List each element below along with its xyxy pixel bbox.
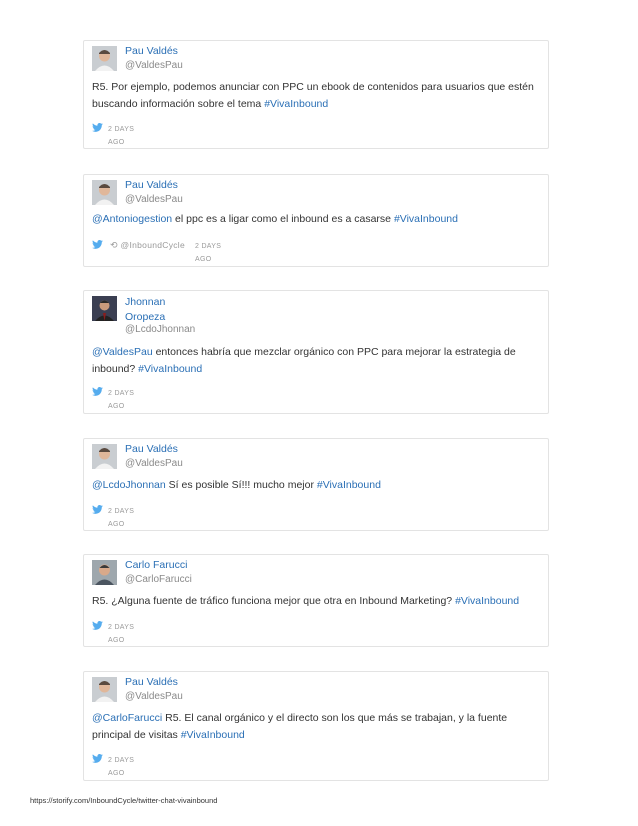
author-name[interactable]: Pau Valdés [125, 179, 178, 191]
avatar[interactable] [92, 46, 117, 71]
author-handle[interactable]: @ValdesPau [125, 194, 183, 205]
retweet-icon: ⟲ [110, 240, 118, 250]
retweet-info[interactable]: ⟲ @InboundCycle [110, 240, 186, 250]
tweet-text: R5. ¿Alguna fuente de tráfico funciona mejor que otra en Inbound Marketing? #VivaInbound [92, 595, 520, 607]
author-handle[interactable]: @CarloFarucci [125, 574, 192, 585]
timestamp[interactable]: 2 DAYS AGO [108, 390, 135, 410]
tweet-card [83, 554, 549, 647]
tweet-card [83, 40, 549, 149]
hashtag-link[interactable]: #VivaInbound [393, 213, 458, 225]
author-handle[interactable]: @ValdesPau [125, 691, 183, 702]
mention-link[interactable]: @Antoniogestion [92, 213, 173, 225]
tweet-text: @LcdoJhonnan Sí es posible Sí!!! mucho mejor #VivaInbound [92, 479, 381, 491]
twitter-bird-icon[interactable] [92, 505, 103, 514]
tweet-text: @CarloFarucci R5. El canal orgánico y el directo son los que más se trabajan, y la fuente principal de visitas #VivaInbound [92, 712, 508, 741]
author-name[interactable]: Pau Valdés [125, 676, 178, 688]
hashtag-link[interactable]: #VivaInbound [180, 729, 245, 741]
tweet-card [83, 290, 549, 414]
twitter-bird-icon[interactable] [92, 387, 103, 396]
tweet-text: @ValdesPau entonces habría que mezclar orgánico con PPC para mejorar la estrategia de inbound? #VivaInbound [92, 346, 516, 375]
avatar[interactable] [92, 180, 117, 205]
twitter-bird-icon[interactable] [92, 240, 103, 249]
author-name[interactable]: Pau Valdés [125, 45, 178, 57]
twitter-bird-icon[interactable] [92, 621, 103, 630]
hashtag-link[interactable]: #VivaInbound [455, 595, 520, 607]
tweet-text: R5. Por ejemplo, podemos anunciar con PPC un ebook de contenidos para usuarios que estén buscando información sobre el tema #VivaInbound [92, 81, 534, 110]
twitter-bird-icon[interactable] [92, 123, 103, 132]
mention-link[interactable]: @LcdoJhonnan [92, 479, 166, 491]
hashtag-link[interactable]: #VivaInbound [264, 98, 329, 110]
mention-link[interactable]: @ValdesPau [92, 346, 153, 358]
tweet-text: @Antoniogestion el ppc es a ligar como el inbound es a casarse #VivaInbound [92, 213, 458, 225]
hashtag-link[interactable]: #VivaInbound [138, 363, 203, 375]
tweet-card [83, 671, 549, 781]
author-handle[interactable]: @ValdesPau [125, 60, 183, 71]
author-name[interactable]: Jhonnan Oropeza [125, 296, 166, 323]
timestamp[interactable]: 2 DAYS AGO [108, 757, 135, 777]
avatar[interactable] [92, 296, 117, 321]
timestamp[interactable]: 2 DAYS AGO [108, 508, 135, 528]
author-handle[interactable]: @ValdesPau [125, 458, 183, 469]
mention-link[interactable]: @CarloFarucci [92, 712, 163, 724]
avatar[interactable] [92, 677, 117, 702]
author-name[interactable]: Pau Valdés [125, 443, 178, 455]
author-name[interactable]: Carlo Farucci [125, 559, 188, 571]
twitter-bird-icon[interactable] [92, 754, 103, 763]
hashtag-link[interactable]: #VivaInbound [316, 479, 381, 491]
avatar[interactable] [92, 444, 117, 469]
timestamp[interactable]: 2 DAYS AGO [108, 126, 135, 146]
author-handle[interactable]: @LcdoJhonnan [125, 324, 196, 335]
tweet-card [83, 174, 549, 267]
timestamp[interactable]: 2 DAYS AGO [108, 624, 135, 644]
avatar[interactable] [92, 560, 117, 585]
timestamp[interactable]: 2 DAYS AGO [195, 243, 222, 263]
footer-url: https://storify.com/InboundCycle/twitter-chat-vivainbound [30, 796, 218, 805]
tweet-card [83, 438, 549, 531]
